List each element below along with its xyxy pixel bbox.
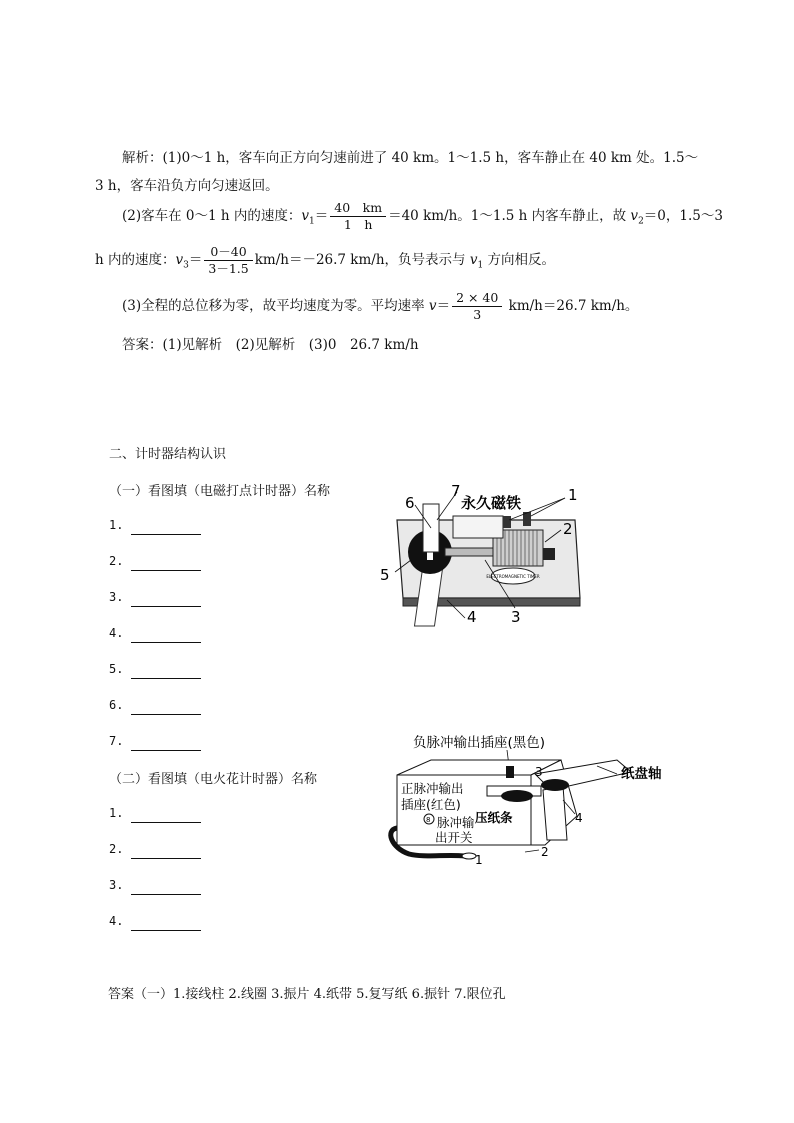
binding-post [503, 516, 511, 528]
blank-item-2 [109, 551, 201, 571]
answer-blank[interactable] [131, 880, 201, 895]
analysis-text: ＝0，1.5～3 [643, 208, 723, 224]
blank-item-2 [109, 839, 201, 859]
nameplate-text: ELECTROMAGNETIC TIMER [486, 574, 540, 579]
answer-blank[interactable] [131, 664, 201, 679]
item-number: 1. [109, 518, 124, 532]
answer-blank[interactable] [131, 592, 201, 607]
subscript: 1 [309, 216, 315, 227]
blank-item-7 [109, 731, 201, 751]
blank-item-6 [109, 695, 201, 715]
ink-disk [541, 779, 569, 791]
label-2: 2 [541, 845, 549, 859]
pressing-strip [501, 790, 533, 802]
label-6: 6 [405, 494, 415, 512]
analysis-text: (3)全程的总位移为零，故平均速度为零。平均速率 [122, 298, 429, 314]
subscript: 1 [477, 260, 484, 271]
negative-socket [506, 766, 514, 778]
subscript: 3 [183, 260, 189, 271]
analysis-answer [122, 335, 419, 355]
fraction-denominator: 3－1.5 [208, 261, 249, 276]
analysis-line-4 [95, 244, 555, 277]
equals: ＝ [314, 208, 329, 224]
blank-item-4 [109, 911, 201, 931]
symbol-v2: v [630, 208, 639, 224]
answer-blank[interactable] [131, 736, 201, 751]
blank-item-3 [109, 875, 201, 895]
symbol-v1: v [301, 208, 310, 224]
equals: ＝ [188, 252, 203, 268]
label-pressing-strip: 压纸条 [475, 810, 513, 825]
item-number: 6. [109, 698, 124, 712]
label-1: 1 [475, 853, 483, 867]
item-number: 7. [109, 734, 124, 748]
analysis-line-2 [95, 176, 279, 196]
spark-timer-figure [385, 730, 675, 875]
part1-title: （一）看图填（电磁打点计时器）名称 [109, 484, 331, 499]
analysis-text: km/h＝－26.7 km/h，负号表示与 [254, 252, 470, 268]
equals: ＝ [436, 298, 451, 314]
analysis-text: (2)客车在 0～1 h 内的速度： [122, 208, 302, 224]
label-negative-socket: 负脉冲输出插座(黑色) [413, 735, 546, 751]
answer-text: 答案：(1)见解析 (2)见解析 (3)0 26.7 km/h [122, 337, 419, 353]
analysis-line-5 [122, 290, 638, 323]
fraction-numerator: 0－40 [204, 244, 252, 261]
fraction-numerator: 2 × 40 [452, 290, 502, 307]
label-switch-2: 出开关 [435, 830, 473, 845]
analysis-line-1 [122, 148, 698, 168]
label-5: 5 [380, 566, 390, 584]
label-positive-socket-2: 插座(红色) [401, 797, 461, 812]
item-number: 5. [109, 662, 124, 676]
blank-item-3 [109, 587, 201, 607]
fraction-v3 [204, 244, 252, 277]
switch-glyph: 8 [426, 816, 431, 824]
fraction-v1 [330, 200, 386, 233]
label-switch-1: 脉冲输 [437, 815, 475, 830]
part1-blank-list [109, 515, 201, 751]
final-answer: 答案（一）1.接线柱 2.线圈 3.振片 4.纸带 5.复写纸 6.振针 7.限位孔 [108, 987, 506, 1002]
answer-blank[interactable] [131, 520, 201, 535]
analysis-text: 解析：(1)0～1 h，客车向正方向匀速前进了 40 km。1～1.5 h，客车静止在 40 km 处。1.5～ [122, 150, 699, 166]
blank-item-4 [109, 623, 201, 643]
answer-blank[interactable] [131, 916, 201, 931]
section-title: 二、计时器结构认识 [109, 447, 227, 462]
answer-blank[interactable] [131, 628, 201, 643]
fraction-numerator: 40 km [330, 200, 386, 217]
answer-blank[interactable] [131, 808, 201, 823]
label-4: 4 [575, 811, 583, 825]
label-4: 4 [467, 608, 477, 626]
analysis-text: ＝40 km/h。1～1.5 h 内客车静止，故 [388, 208, 631, 224]
fraction-denominator: 3 [473, 307, 482, 322]
answer-blank[interactable] [131, 844, 201, 859]
answer-blank[interactable] [131, 556, 201, 571]
permanent-magnet [453, 516, 503, 538]
item-number: 4. [109, 914, 124, 928]
item-number: 1. [109, 806, 124, 820]
fraction-v [452, 290, 502, 323]
paper-tape-hanging [543, 786, 567, 840]
item-number: 4. [109, 626, 124, 640]
label-2: 2 [563, 520, 573, 538]
item-number: 2. [109, 842, 124, 856]
analysis-text: 方向相反。 [483, 252, 555, 268]
fraction-denominator: 1 h [343, 217, 373, 232]
item-number: 2. [109, 554, 124, 568]
blank-item-5 [109, 659, 201, 679]
terminal-block [543, 548, 555, 560]
electromagnetic-timer-figure [375, 480, 595, 630]
label-7: 7 [451, 482, 461, 500]
label-1: 1 [568, 486, 578, 504]
label-3: 3 [535, 765, 543, 779]
subscript: 2 [638, 216, 644, 227]
analysis-line-3 [122, 200, 723, 240]
answer-blank[interactable] [131, 700, 201, 715]
blank-item-1 [109, 515, 201, 535]
item-number: 3. [109, 590, 124, 604]
symbol-v3: v [175, 252, 184, 268]
label-3: 3 [511, 608, 521, 626]
part2-blank-list [109, 803, 201, 931]
label-permanent-magnet: 永久磁铁 [461, 494, 522, 512]
analysis-text: h 内的速度： [95, 252, 176, 268]
symbol-v1: v [469, 252, 478, 268]
part2-title: （二）看图填（电火花计时器）名称 [109, 772, 318, 787]
label-positive-socket-1: 正脉冲输出 [401, 781, 464, 796]
label-disk-shaft: 纸盘轴 [621, 766, 662, 782]
blank-item-1 [109, 803, 201, 823]
plug [462, 853, 476, 859]
analysis-text: km/h＝26.7 km/h。 [504, 298, 639, 314]
item-number: 3. [109, 878, 124, 892]
symbol-v: v [428, 298, 437, 314]
analysis-text: 3 h，客车沿负方向匀速返回。 [95, 178, 279, 194]
